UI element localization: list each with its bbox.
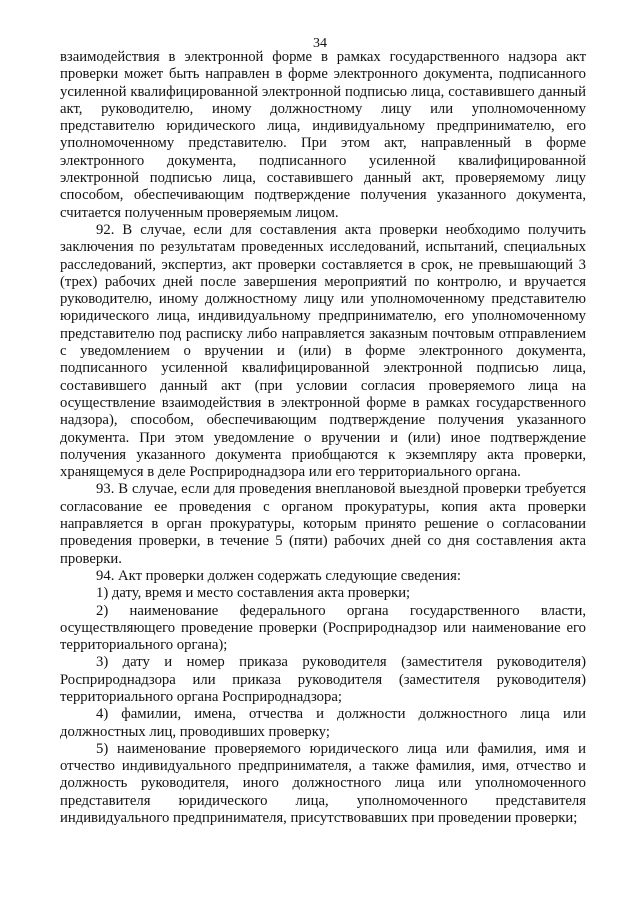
page-number: 34 <box>313 36 327 51</box>
paragraph-93: 93. В случае, если для проведения внеплановой выездной проверки требуется согласование ее проведения с органом прокуратуры, копия акта проверки направляется в орган прокуратуры, которым принято решение о согласовании проведения проверки, в течение 5 (пяти) рабочих дней со дня составления акта проверки. <box>60 481 586 567</box>
list-item-1: 1) дату, время и место составления акта проверки; <box>96 585 411 602</box>
document-body <box>60 49 586 827</box>
list-item-4: 4) фамилии, имена, отчества и должности должностного лица или должностных лиц, проводивших проверку; <box>60 706 586 740</box>
paragraph-92: 92. В случае, если для составления акта проверки необходимо получить заключения по результатам проведенных исследований, испытаний, специальных расследований, экспертиз, акт проверки составляется в срок, не превышающий 3 (трех) рабочих дней после завершения мероприятий по контролю, и вручается руководителю, иному должностному лицу или уполномоченному представителю юридического лица, индивидуальному предпринимателю, его уполномоченному представителю под расписку либо направляется заказным почтовым отправлением с уведомлением о вручении и (или) в форме электронного документа, подписанного усиленной квалифицированной электронной подписью лица, составившего данный акт (при условии согласия проверяемого лица на осуществление взаимодействия в электронной форме в рамках государственного надзора), способом, обеспечивающим подтверждение получения указанного документа. При этом уведомление о вручении и (или) иное подтверждение получения указанного документа приобщаются к экземпляру акта проверки, хранящемуся в деле Росприроднадзора или его территориального органа. <box>60 221 586 481</box>
list-item-3: 3) дату и номер приказа руководителя (заместителя руководителя) Росприроднадзора или приказа руководителя (заместителя руководителя) территориального органа Росприроднадзора; <box>60 654 586 705</box>
list-item-5: 5) наименование проверяемого юридического лица или фамилия, имя и отчество индивидуального предпринимателя, а также фамилия, имя, отчество и должность руководителя, иного должностного лица или уполномоченного представителя юридического лица, уполномоченного представителя индивидуального предпринимателя, присутствовавших при проведении проверки; <box>60 740 586 827</box>
list-item-2: 2) наименование федерального органа государственного власти, осуществляющего проведение проверки (Росприроднадзор или наименование его территориального органа); <box>60 602 586 654</box>
paragraph-94: 94. Акт проверки должен содержать следующие сведения: <box>96 567 461 584</box>
paragraph-continuation: взаимодействия в электронной форме в рамках государственного надзора акт проверки может быть направлен в форме электронного документа, подписанного усиленной квалифицированной электронной подписью лица, составившего данный акт, руководителю, иному должностному лицу или уполномоченному представителю юридического лица, индивидуальному предпринимателю, его уполномоченному представителю. При этом акт, направленный в форме электронного документа, подписанного усиленной квалифицированной электронной подписью лица, составившего данный акт, проверяемому лицу способом, обеспечивающим подтверждение получения указанного документа, считается полученным проверяемым лицом. <box>60 49 586 221</box>
